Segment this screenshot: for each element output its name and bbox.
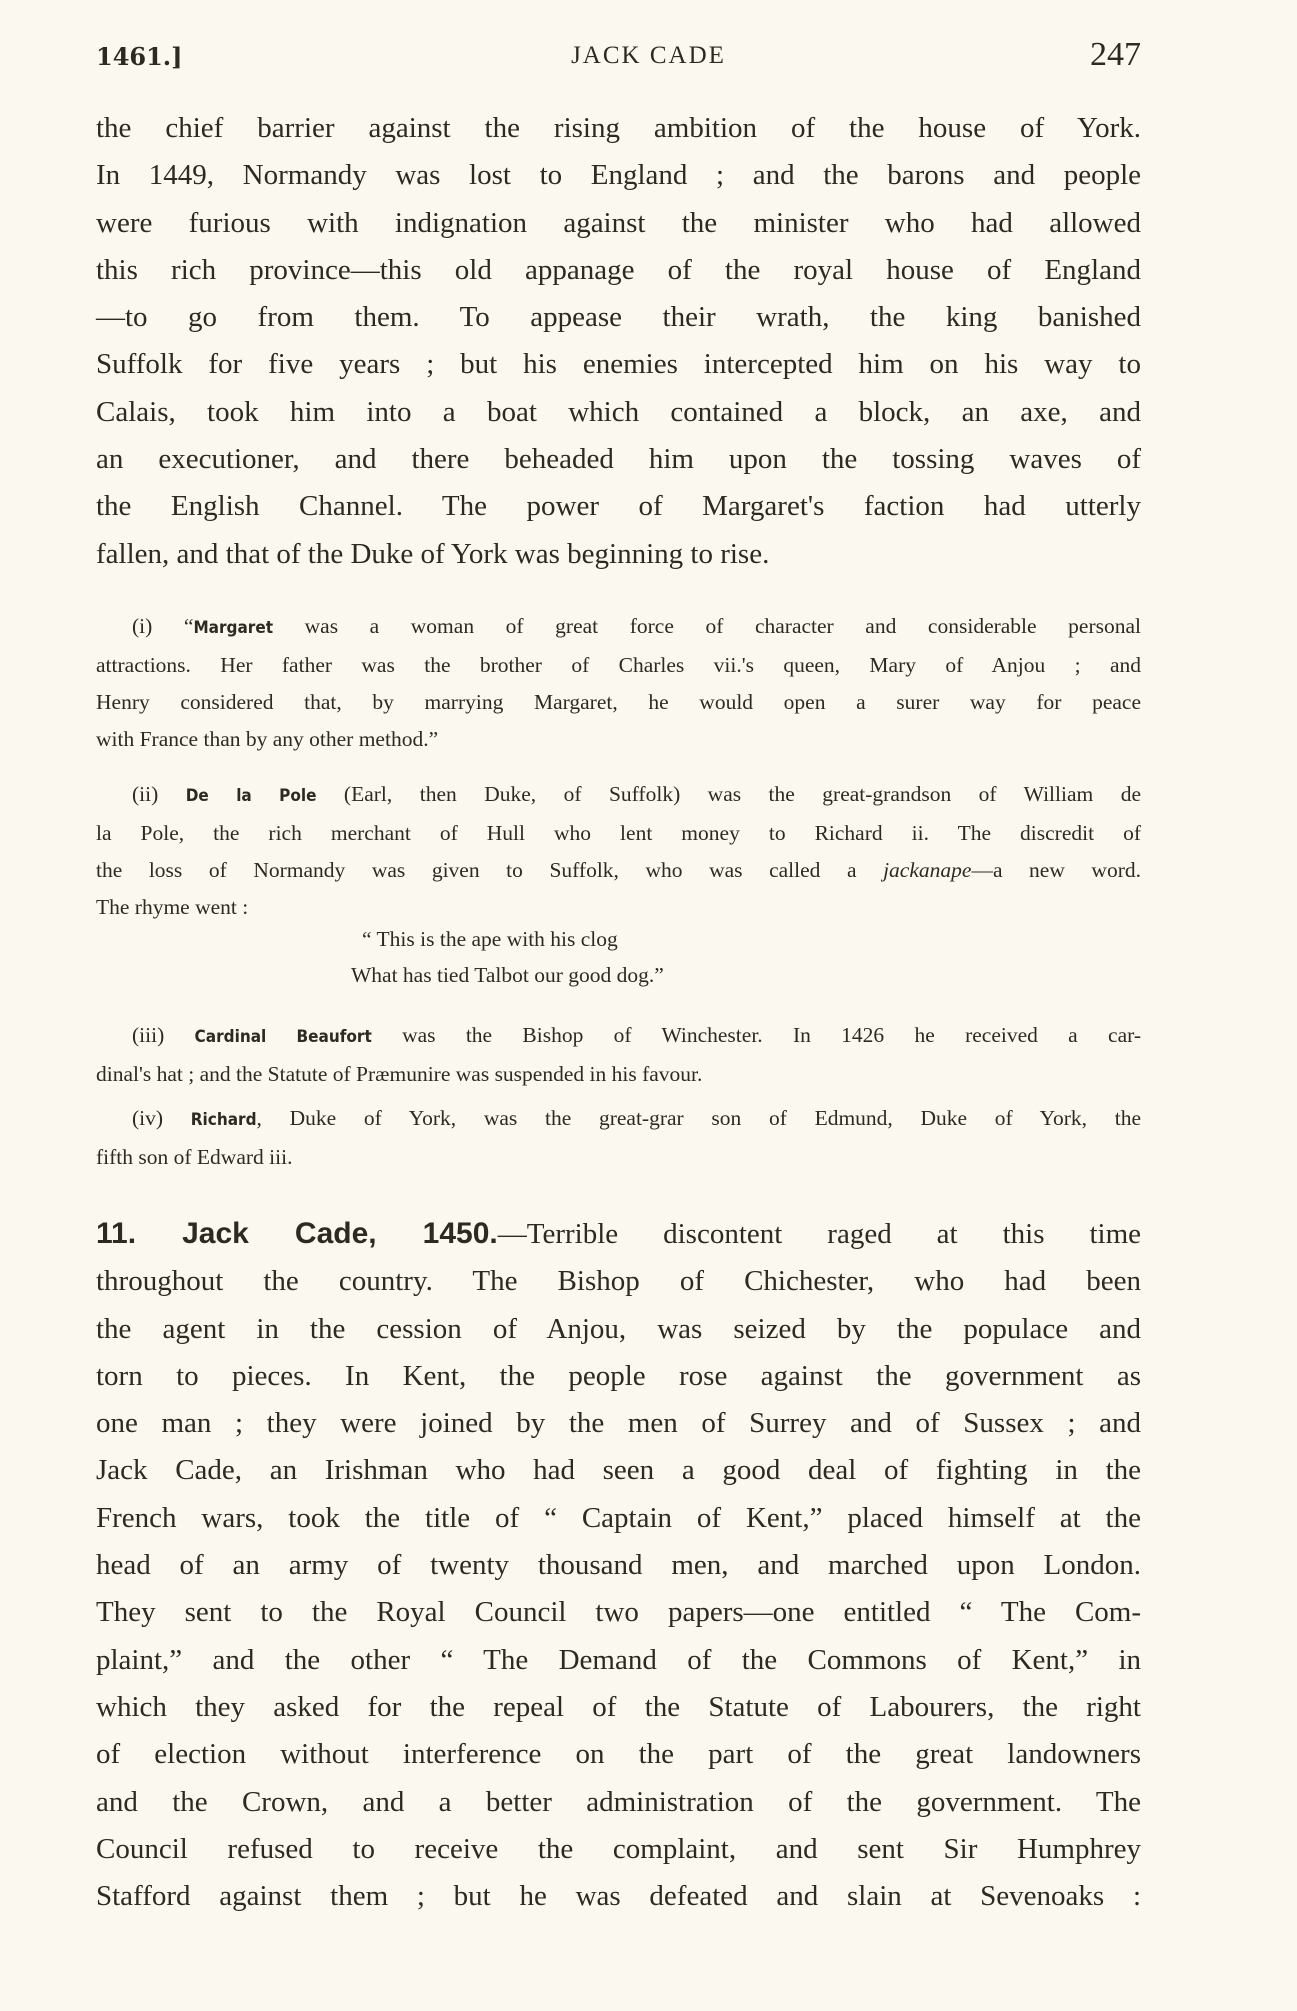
text-line: Stafford against them ; but he was defeated and slain at Sevenoaks : — [96, 1880, 1141, 1913]
footnote-line: with France than by any other method.” — [96, 727, 439, 751]
footnote-ii — [96, 776, 1141, 926]
footnote-line: Henry considered that, by marrying Margaret, he would open a surer way for peace — [96, 690, 1141, 714]
text-line: fallen, and that of the Duke of York was beginning to rise. — [96, 537, 770, 570]
footnote-line — [96, 776, 1141, 815]
text-line: one man ; they were joined by the men of Surrey and of Sussex ; and — [96, 1407, 1141, 1440]
text-line: French wars, took the title of “ Captain of Kent,” placed himself at the — [96, 1501, 1141, 1534]
footnote-line — [96, 1100, 1141, 1139]
footnote-marker: (i) “ — [132, 614, 194, 638]
footnote-subject: Cardinal Beaufort — [194, 1027, 372, 1047]
footnote-line: dinal's hat ; and the Statute of Præmunire was suspended in his favour. — [96, 1062, 703, 1086]
text-line: torn to pieces. In Kent, the people rose against the government as — [96, 1359, 1141, 1392]
text-line: throughout the country. The Bishop of Chichester, who had been — [96, 1265, 1141, 1298]
text-line: this rich province—this old appanage of the royal house of England — [96, 253, 1141, 286]
footnote-subject: De la Pole — [185, 786, 317, 806]
running-head-title: JACK CADE — [571, 42, 726, 69]
footnote-text: (Earl, then Duke, of Suffolk) was the great-grandson of William de — [316, 782, 1141, 806]
footnote-line: The rhyme went : — [96, 895, 249, 919]
text-line: of election without interference on the part of the great landowners — [96, 1738, 1141, 1771]
footnote-text: the loss of Normandy was given to Suffolk, who was called a — [96, 858, 884, 882]
text-line: —to go from them. To appease their wrath, the king banished — [96, 301, 1141, 334]
rhyme-line: “ This is the ape with his clog — [362, 927, 618, 951]
running-head-year: 1461.] — [96, 42, 183, 71]
text-line: Council refused to receive the complaint, and sent Sir Humphrey — [96, 1832, 1141, 1865]
footnote-line — [96, 852, 1141, 889]
section-jack-cade — [96, 1210, 1141, 1920]
footnote-text: —a new word. — [971, 858, 1141, 882]
text-line: and the Crown, and a better administration of the government. The — [96, 1785, 1141, 1818]
text-line: which they asked for the repeal of the Statute of Labourers, the right — [96, 1690, 1141, 1723]
text-line: head of an army of twenty thousand men, and marched upon London. — [96, 1549, 1141, 1582]
text-line: the chief barrier against the rising ambition of the house of York. — [96, 112, 1141, 144]
footnote-marker: (iv) — [132, 1106, 191, 1130]
text-line: the agent in the cession of Anjou, was seized by the populace and — [96, 1312, 1141, 1345]
footnote-marker: (iii) — [132, 1023, 195, 1047]
section-heading: 11. Jack Cade, 1450. — [96, 1217, 498, 1250]
footnote-line — [96, 1017, 1141, 1056]
footnote-line: la Pole, the rich merchant of Hull who lent money to Richard ii. The discredit of — [96, 821, 1141, 845]
footnote-line: attractions. Her father was the brother of Charles vii.'s queen, Mary of Anjou ; and — [96, 653, 1141, 677]
footnote-line — [96, 608, 1141, 647]
text-line: were furious with indignation against the minister who had allowed — [96, 206, 1141, 239]
footnote-iii — [96, 1017, 1141, 1093]
text-line: Jack Cade, an Irishman who had seen a good deal of fighting in the — [96, 1454, 1141, 1487]
text-line — [96, 1210, 1141, 1258]
page-number: 247 — [1090, 36, 1141, 73]
text-line: Calais, took him into a boat which contained a block, an axe, and — [96, 395, 1141, 428]
text-line: They sent to the Royal Council two papers—one entitled “ The Com- — [96, 1596, 1141, 1629]
text-run: —Terrible discontent raged at this time — [497, 1218, 1142, 1250]
footnote-subject: Margaret — [193, 618, 274, 638]
footnote-marker: (ii) — [132, 782, 186, 806]
text-line: the English Channel. The power of Margaret's faction had utterly — [96, 490, 1141, 523]
footnote-iv — [96, 1100, 1141, 1176]
paragraph-continued — [96, 105, 1141, 578]
text-line: In 1449, Normandy was lost to England ; and the barons and people — [96, 159, 1141, 192]
footnote-italic-word: jackanape — [883, 858, 972, 882]
footnote-subject: Richard — [190, 1110, 257, 1130]
footnote-text: , Duke of York, was the great-grar son of Edmund, Duke of York, the — [256, 1106, 1141, 1130]
footnote-i — [96, 608, 1141, 758]
text-line: Suffolk for five years ; but his enemies intercepted him on his way to — [96, 348, 1141, 381]
footnote-text: was the Bishop of Winchester. In 1426 he received a car- — [371, 1023, 1141, 1047]
rhyme-line: What has tied Talbot our good dog.” — [351, 963, 664, 987]
text-line: an executioner, and there beheaded him upon the tossing waves of — [96, 443, 1141, 476]
text-line: plaint,” and the other “ The Demand of the Commons of Kent,” in — [96, 1643, 1141, 1676]
footnote-line: fifth son of Edward iii. — [96, 1145, 293, 1169]
footnote-text: was a woman of great force of character and considerable personal — [273, 614, 1141, 638]
